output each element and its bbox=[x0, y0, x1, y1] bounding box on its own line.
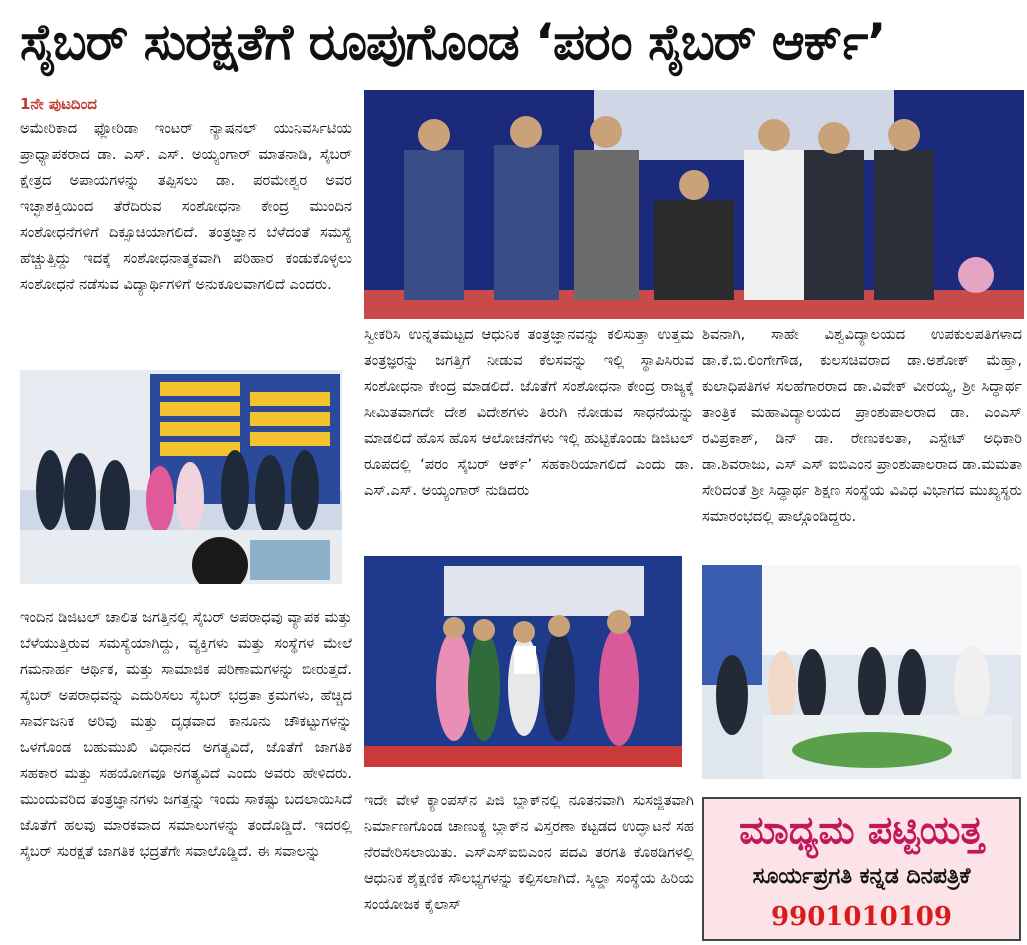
column-1-top bbox=[20, 92, 352, 298]
photo-model-inspection bbox=[702, 565, 1021, 779]
col2-paragraph-2: ಇದೇ ವೇಳೆ ಕ್ಯಾಂಪಸ್‌ನ ಪಿಜಿ ಬ್ಲಾಕ್‌ನಲ್ಲಿ ನೂತನವಾಗಿ ಸುಸಜ್ಜಿತವಾಗಿ ನಿರ್ಮಾಣಗೊಂಡ ಚಾಣುಕ್ಯ ಬ್ಲಾಕ್‌ನ ವಿಸ್ತರಣಾ ಕಟ್ಟಡದ ಉದ್ಘಾಟನೆ ಸಹ ನೆರವೇರಿಸಲಾಯಿತು. ಎಸ್‌ಎಸ್‌ಐಬಿಎಂನ ಪದವಿ ತರಗತಿ ಕೊಠಡಿಗಳಲ್ಲಿ ಆಧುನಿಕ ಶೈಕ್ಷಣಿಕ ಸೌಲಭ್ಯಗಳನ್ನು ಕಲ್ಪಿಸಲಾಗಿದೆ. ಸ್ಕಿಲ್ಡಾ ಸಂಸ್ಥೆಯ ಹಿರಿಯ ಸಂಯೋಜಕ ಕೈಲಾಸ್ bbox=[364, 792, 694, 913]
ad-phone: 9901010109 bbox=[771, 902, 952, 932]
photo-simulation-lab bbox=[20, 370, 342, 584]
column-2-bottom bbox=[364, 788, 694, 918]
col1-paragraph-1: ಅಮೇರಿಕಾದ ಫ್ಲೋರಿಡಾ ಇಂಟರ್ ನ್ಯಾಷನಲ್ ಯುನಿವರ್ಸಿಟಿಯ ಪ್ರಾಧ್ಯಾಪಕರಾದ ಡಾ. ಎಸ್. ಎಸ್. ಅಯ್ಯಂಗಾರ್ ಮಾತನಾಡಿ, ಸೈಬರ್ ಕ್ಷೇತ್ರದ ಅಪಾಯಗಳನ್ನು ತಪ್ಪಿಸಲು ಡಾ. ಪರಮೇಶ್ವರ ಅವರ ಇಚ್ಛಾಶಕ್ತಿಯಿಂದ ತೆರೆದಿರುವ ಸಂಶೋಧನಾ ಕೇಂದ್ರ ಮುಂದಿನ ಸಂಶೋಧನೆಗಳಿಗೆ ದಿಕ್ಸೂಚಿಯಾಗಲಿದೆ. ತಂತ್ರಜ್ಞಾನ ಬೆಳೆದಂತೆ ಸಮಸ್ಯೆ ಹೆಚ್ಚುತ್ತಿದ್ದು ಇದಕ್ಕೆ ಸಂಶೋಧನಾತ್ಮಕವಾಗಿ ಪರಿಹಾರ ಕಂಡುಕೊಳ್ಳಲು ಸಂಶೋಧನೆ ನಡೆಸುವ ವಿದ್ಯಾರ್ಥಿಗಳಿಗೆ ಅನುಕೂಲವಾಗಲಿದೆ ಎಂದರು. bbox=[20, 120, 352, 293]
continued-from-label: 1ನೇ ಪುಟದಿಂದ bbox=[20, 95, 97, 113]
col3-paragraph-1: ಶಿವನಾಗಿ, ಸಾಹೇ ವಿಶ್ವವಿದ್ಯಾಲಯದ ಉಪಕುಲಪತಿಗಳಾದ ಡಾ.ಕೆ.ಬಿ.ಲಿಂಗೇಗೌಡ, ಕುಲಸಚಿವರಾದ ಡಾ.ಅಶೋಕ್ ಮೆಹ್ತಾ, ಕುಲಾಧಿಪತಿಗಳ ಸಲಹೆಗಾರರಾದ ಡಾ.ವಿವೇಕ್ ವೀರಯ್ಯ, ಶ್ರೀ ಸಿದ್ಧಾರ್ಥ ತಾಂತ್ರಿಕ ಮಹಾವಿದ್ಯಾಲಯದ ಪ್ರಾಂಶುಪಾಲರಾದ ಡಾ. ಎಂಎಸ್ ರವಿಪ್ರಕಾಶ್, ಡಿನ್ ಡಾ. ರೇಣುಕಲತಾ, ಎಸ್ಟೇಟ್ ಅಧಿಕಾರಿ ಡಾ.ಶಿವರಾಜು, ಎಸ್ ಎಸ್ ಐಬಿಎಂನ ಪ್ರಾಂಶುಪಾಲರಾದ ಡಾ.ಮಮತಾ ಸೇರಿದಂತೆ ಶ್ರೀ ಸಿದ್ಧಾರ್ಥ ಶಿಕ್ಷಣ ಸಂಸ್ಥೆಯ ವಿವಿಧ ವಿಭಾಗದ ಮುಖ್ಯಸ್ಥರು ಸಮಾರಂಭದಲ್ಲಿ ಪಾಲ್ಗೊಂಡಿದ್ದರು. bbox=[702, 326, 1022, 525]
col1-paragraph-2: ಇಂದಿನ ಡಿಜಿಟಲ್ ಚಾಲಿತ ಜಗತ್ತಿನಲ್ಲಿ ಸೈಬರ್ ಅಪರಾಧವು ವ್ಯಾಪಕ ಮತ್ತು ಬೆಳೆಯುತ್ತಿರುವ ಸಮಸ್ಯೆಯಾಗಿದ್ದು, ವ್ಯಕ್ತಿಗಳು ಮತ್ತು ಸಂಸ್ಥೆಗಳ ಮೇಲೆ ಗಮನಾರ್ಹ ಆರ್ಥಿಕ, ಮತ್ತು ಸಾಮಾಜಿಕ ಪರಿಣಾಮಗಳನ್ನು ಬೀರುತ್ತದೆ. ಸೈಬರ್ ಅಪರಾಧವನ್ನು ಎದುರಿಸಲು ಸೈಬರ್ ಭದ್ರತಾ ಕ್ರಮಗಳು, ಹೆಚ್ಚಿದ ಸಾರ್ವಜನಿಕ ಅರಿವು ಮತ್ತು ದೃಢವಾದ ಕಾನೂನು ಚೌಕಟ್ಟುಗಳನ್ನು ಒಳಗೊಂಡ ಬಹುಮುಖಿ ವಿಧಾನದ ಅಗತ್ಯವಿದೆ, ಜೊತೆಗೆ ಜಾಗತಿಕ ಸಹಕಾರ ಮತ್ತು ಸಹಯೋಗವೂ ಅಗತ್ಯವಿದೆ ಎಂದು ಅವರು ಹೇಳಿದರು. ಮುಂದುವರಿದ ತಂತ್ರಜ್ಞಾನಗಳು ಜಗತ್ತನ್ನು ಇಂದು ಸಾಕಷ್ಟು ಬದಲಾಯಿಸಿದೆ ಜೊತೆಗೆ ಹಲವು ಮಾರಕವಾದ ಸಮಾಲುಗಳನ್ನು ತಂದೊಡ್ಡಿದೆ. ಇದರಲ್ಲಿ ಸೈಬರ್ ಸುರಕ್ಷತೆ ಜಾಗತಿಕ ಭದ್ರತೆಗೇ ಸವಾಲೊಡ್ಡಿದೆ. ಈ ಸವಾಲನ್ನು bbox=[20, 609, 352, 860]
headline: ಸೈಬರ್ ಸುರಕ್ಷತೆಗೆ ರೂಪುಗೊಂಡ ‘ಪರಂ ಸೈಬರ್ ಆರ್ಕ್’ bbox=[20, 13, 886, 71]
column-1-bottom bbox=[20, 605, 352, 865]
photo-felicitation-stage bbox=[364, 90, 1024, 319]
ad-subtitle: ಸೂರ್ಯಪ್ರಗತಿ ಕನ್ನಡ ದಿನಪತ್ರಿಕೆ bbox=[752, 864, 971, 889]
advertisement-box bbox=[702, 797, 1021, 941]
column-3-top bbox=[702, 322, 1022, 530]
column-2-top bbox=[364, 322, 694, 504]
ad-title: ಮಾಧ್ಯಮ ಪಟ್ಟಿಯತ್ತ bbox=[739, 808, 984, 852]
photo-award-ceremony bbox=[364, 556, 682, 767]
col2-paragraph-1: ಸ್ವೀಕರಿಸಿ ಉನ್ನತಮಟ್ಟದ ಆಧುನಿಕ ತಂತ್ರಜ್ಞಾನವನ್ನು ಕಲಿಸುತ್ತಾ ಉತ್ತಮ ತಂತ್ರಜ್ಞರನ್ನು ಜಗತ್ತಿಗೆ ನೀಡುವ ಕೆಲಸವನ್ನು ಇಲ್ಲಿ ಸ್ಥಾಪಿಸಿರುವ ಸಂಶೋಧನಾ ಕೇಂದ್ರ ಮಾಡಲಿದೆ. ಜೊತೆಗೆ ಸಂಶೋಧನಾ ಕೇಂದ್ರ ರಾಜ್ಯಕ್ಕೆ ಸೀಮಿತವಾಗದೇ ದೇಶ ವಿದೇಶಗಳು ತಿರುಗಿ ನೋಡುವ ಸಾಧನೆಯನ್ನು ಮಾಡಲಿದೆ ಹೊಸ ಹೊಸ ಆಲೋಚನೆಗಳು ಇಲ್ಲಿ ಹುಟ್ಟಿಕೊಂಡು ಡಿಜಿಟಲ್ ರೂಪದಲ್ಲಿ ‘ಪರಂ ಸೈಬರ್ ಆರ್ಕ್’ ಸಹಕಾರಿಯಾಗಲಿದೆ ಎಂದು ಡಾ. ಎಸ್.ಎಸ್. ಅಯ್ಯಂಗಾರ್ ನುಡಿದರು bbox=[364, 326, 694, 499]
